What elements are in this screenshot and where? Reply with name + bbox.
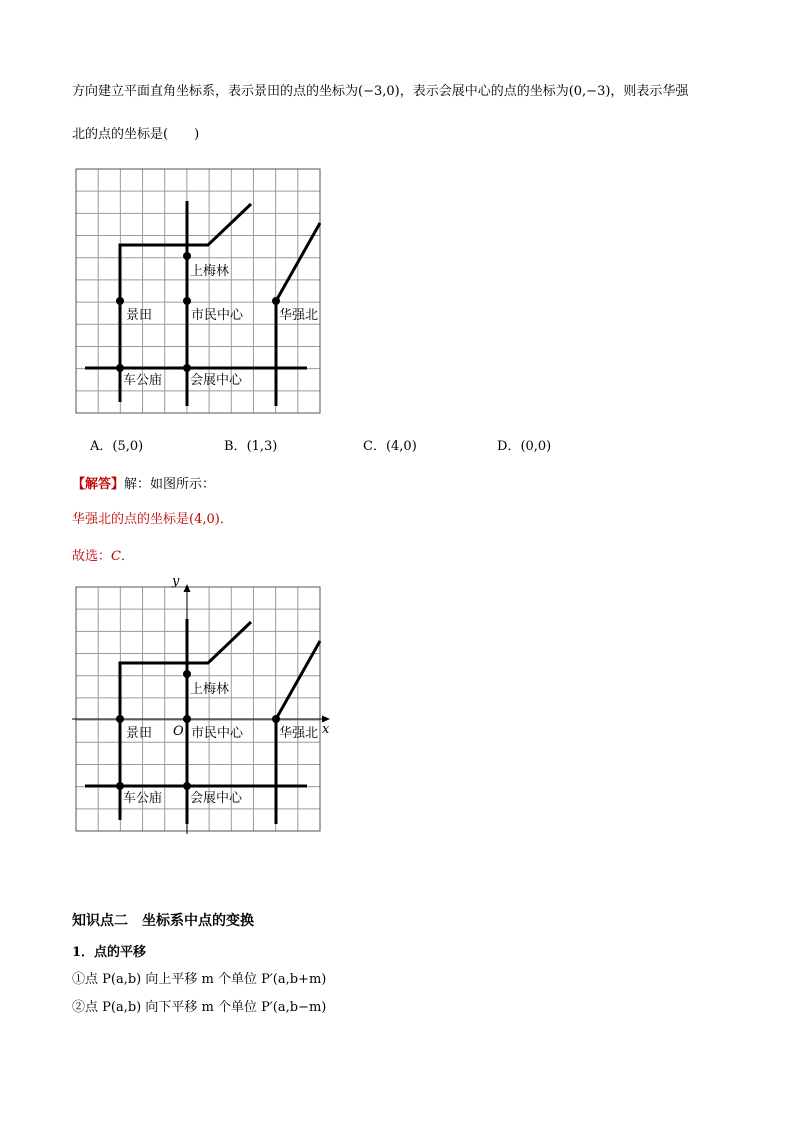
label-shiminzhongxin: 市民中心 [191,726,244,741]
option-c: C．(4,0) [363,439,417,454]
y-axis-label: y [172,574,180,589]
label-jingtian: 景田 [126,308,153,323]
point-huizhanzhongxin [183,782,191,790]
option-a: A．(5,0) [90,439,144,454]
answer-tag: 【解答】 [72,477,125,492]
problem-line-2: 北的点的坐标是( ) [72,127,200,142]
x-axis-label: x [322,722,330,737]
label-huizhanzhongxin: 会展中心 [190,791,243,806]
point-shangmeilin [183,670,191,678]
label-shiminzhongxin: 市民中心 [191,308,244,323]
label-huaqiangbei: 华强北 [279,308,319,323]
rule-translate-up: ①点 P(a,b) 向上平移 m 个单位 P′(a,b+m) [72,972,327,987]
answer-result: 华强北的点的坐标是(4,0)． [72,512,233,527]
answer-choice: 故选：C． [72,549,134,564]
label-chegongmiao: 车公庙 [123,791,163,806]
option-d: D．(0,0) [497,439,552,454]
label-huaqiangbei: 华强北 [279,726,319,741]
point-chegongmiao [116,782,124,790]
rule-translate-down: ②点 P(a,b) 向下平移 m 个单位 P′(a,b−m) [72,1000,327,1015]
answer-intro: 【解答】解：如图所示： [72,477,216,492]
label-huizhanzhongxin: 会展中心 [190,373,243,388]
problem-line-1: 方向建立平面直角坐标系，表示景田的点的坐标为(−3,0)，表示会展中心的点的坐标为(0,−3)，则表示华强 [72,84,689,99]
origin-label: O [173,724,184,739]
section-title: 知识点二 坐标系中点的变换 [72,913,254,929]
section-subtitle: 1．点的平移 [72,945,147,960]
point-jingtian [116,715,124,723]
label-chegongmiao: 车公庙 [123,373,163,388]
label-shangmeilin: 上梅林 [190,682,230,697]
label-jingtian: 景田 [126,726,153,741]
point-shiminzhongxin [183,715,191,723]
point-huaqiangbei [272,715,280,723]
label-shangmeilin: 上梅林 [190,264,230,279]
y-axis-arrow [184,584,191,592]
option-b: B．(1,3) [224,439,278,454]
